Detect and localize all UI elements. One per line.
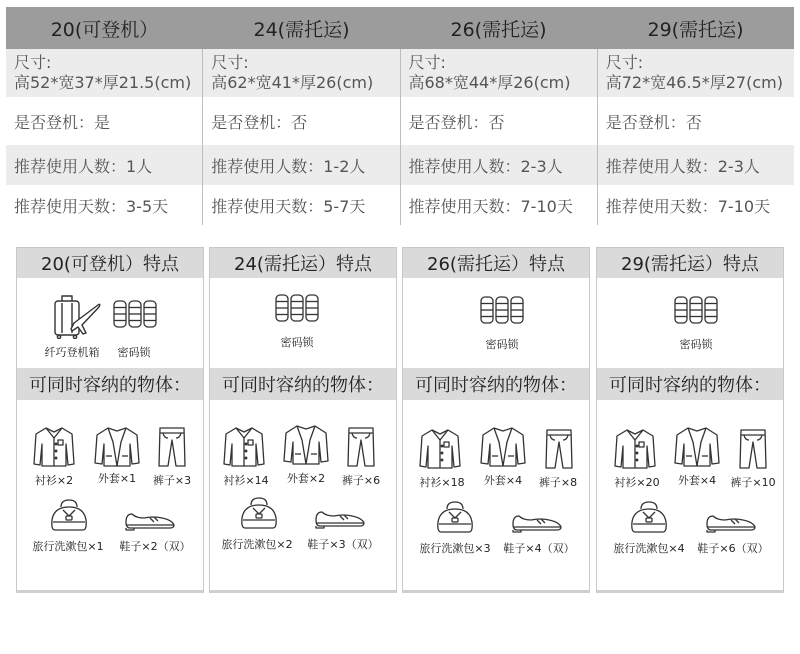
combination-lock-icon [113, 300, 157, 328]
spec-size-cell [597, 49, 794, 97]
pants-icon [738, 428, 768, 470]
size-label: 尺寸: [605, 53, 644, 72]
items-area [403, 400, 589, 590]
item-label: 衬衫×2 [34, 474, 74, 487]
spec-people-row [6, 145, 794, 185]
item-label: 鞋子×2（双） [119, 540, 191, 553]
toiletry-bag-icon [436, 500, 474, 534]
size-value: 高52*宽37*厚21.5(cm) [14, 73, 192, 92]
feature-label: 密码锁 [679, 338, 713, 351]
toiletry-bag-icon [50, 498, 88, 532]
size-label: 尺寸: [14, 53, 52, 72]
days-cell: 推荐使用天数：7-10天 [400, 185, 597, 225]
feature-cards [16, 247, 784, 593]
shoe-icon [314, 506, 366, 530]
spec-table [6, 7, 794, 225]
size-value: 高68*宽44*厚26(cm) [408, 73, 571, 92]
item-label: 裤子×8 [538, 476, 578, 489]
size-value: 高62*宽41*厚26(cm) [211, 73, 374, 92]
spec-header-29: 29(需托运) [647, 18, 744, 41]
jacket-icon [673, 426, 721, 468]
combination-lock-icon [674, 296, 718, 324]
days-cell: 推荐使用天数：3-5天 [14, 196, 169, 216]
feature-label: 密码锁 [280, 336, 314, 349]
item-label: 裤子×6 [341, 474, 381, 487]
toiletry-bag-icon [240, 496, 278, 530]
combination-lock-icon [275, 294, 319, 322]
item-label: 旅行洗漱包×4 [613, 542, 685, 555]
items-area [597, 400, 783, 590]
combination-lock-icon [480, 296, 524, 324]
card-title: 24(需托运）特点 [210, 248, 396, 278]
people-cell: 推荐使用人数：2-3人 [597, 145, 794, 185]
shirt-icon [418, 428, 462, 470]
shirt-icon [613, 428, 657, 470]
item-label: 外套×4 [483, 474, 523, 487]
shoe-icon [124, 508, 176, 532]
card-29 [596, 247, 784, 593]
pants-icon [346, 426, 376, 468]
card-24 [209, 247, 397, 593]
card-20 [16, 247, 204, 593]
item-label: 旅行洗漱包×1 [32, 540, 104, 553]
spec-size-cell [6, 49, 202, 97]
item-label: 裤子×3 [152, 474, 192, 487]
size-label: 尺寸: [408, 53, 446, 72]
item-label: 旅行洗漱包×3 [419, 542, 491, 555]
item-label: 鞋子×3（双） [307, 538, 379, 551]
items-area [17, 400, 203, 590]
spec-size-cell [202, 49, 399, 97]
people-cell: 推荐使用人数：2-3人 [400, 145, 597, 185]
card-26 [402, 247, 590, 593]
boardable-cell: 是否登机：否 [400, 97, 597, 145]
spec-header-26: 26(需托运) [450, 18, 547, 41]
shoe-icon [705, 510, 757, 534]
fit-title: 可同时容纳的物体： [17, 368, 203, 400]
size-value: 高72*宽46.5*厚27(cm) [605, 73, 783, 92]
jacket-icon [282, 424, 330, 466]
item-label: 外套×4 [677, 474, 717, 487]
feature-area [597, 278, 783, 368]
feature-label: 密码锁 [485, 338, 519, 351]
item-label: 旅行洗漱包×2 [221, 538, 293, 551]
size-label: 尺寸: [211, 53, 249, 72]
card-title: 26(需托运）特点 [403, 248, 589, 278]
spec-size-row [6, 49, 794, 97]
spec-header-24: 24(需托运) [253, 18, 350, 41]
days-cell: 推荐使用天数：7-10天 [597, 185, 794, 225]
items-area [210, 400, 396, 590]
jacket-icon [479, 426, 527, 468]
suitcase-plane-icon [52, 293, 102, 339]
people-cell: 推荐使用人数：1-2人 [202, 145, 399, 185]
toiletry-bag-icon [630, 500, 668, 534]
shirt-icon [32, 426, 76, 468]
fit-title: 可同时容纳的物体： [403, 368, 589, 400]
feature-area [17, 278, 203, 368]
boardable-cell: 是否登机：否 [202, 97, 399, 145]
feature-label: 纤巧登机箱 [44, 346, 100, 359]
spec-boardable-row [6, 97, 794, 145]
spec-header-row [6, 7, 794, 49]
boardable-cell: 是否登机：否 [597, 97, 794, 145]
spec-size-cell [400, 49, 597, 97]
pants-icon [157, 426, 187, 468]
shirt-icon [222, 426, 266, 468]
fit-title: 可同时容纳的物体： [210, 368, 396, 400]
jacket-icon [93, 426, 141, 468]
card-title: 20(可登机）特点 [17, 248, 203, 278]
fit-title: 可同时容纳的物体： [597, 368, 783, 400]
pants-icon [544, 428, 574, 470]
days-cell: 推荐使用天数：5-7天 [202, 185, 399, 225]
boardable-cell: 是否登机：是 [14, 112, 111, 132]
item-label: 衬衫×18 [419, 476, 465, 489]
feature-area [403, 278, 589, 368]
card-title: 29(需托运）特点 [597, 248, 783, 278]
item-label: 衬衫×20 [614, 476, 660, 489]
spec-days-row [6, 185, 794, 225]
people-cell: 推荐使用人数：1人 [14, 156, 153, 176]
spec-header-20: 20(可登机） [50, 18, 159, 41]
item-label: 衬衫×14 [223, 474, 269, 487]
item-label: 鞋子×6（双） [697, 542, 769, 555]
item-label: 外套×1 [97, 472, 137, 485]
shoe-icon [511, 510, 563, 534]
feature-label: 密码锁 [117, 346, 151, 359]
item-label: 裤子×10 [730, 476, 776, 489]
item-label: 鞋子×4（双） [503, 542, 575, 555]
feature-area [210, 278, 396, 368]
item-label: 外套×2 [286, 472, 326, 485]
